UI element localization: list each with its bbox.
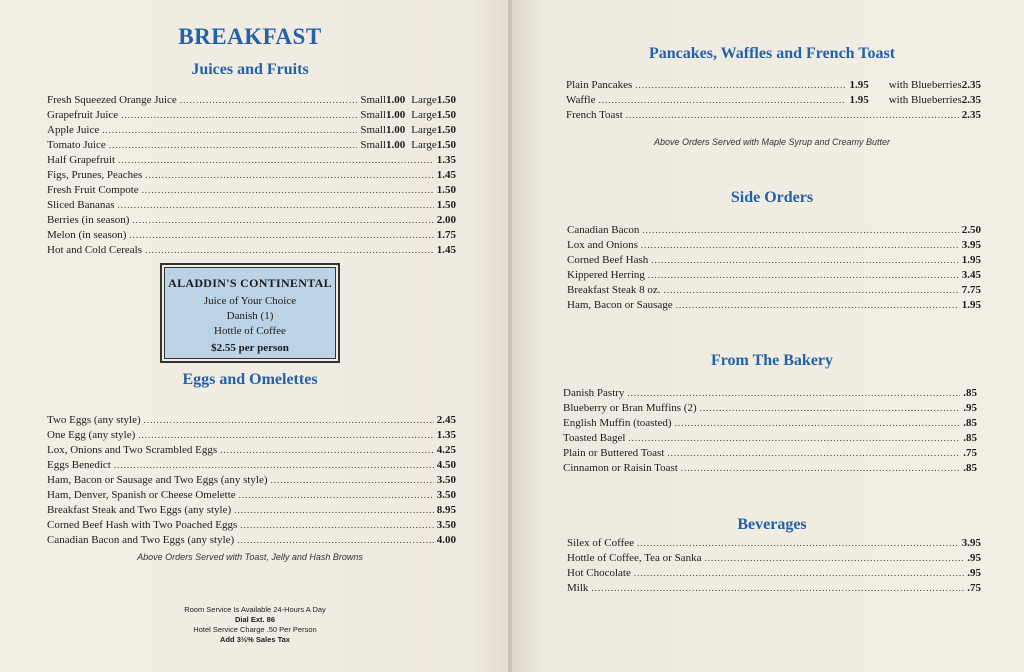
large-label: Large [411, 124, 437, 136]
list-item [567, 581, 981, 596]
item-price: 1.95 [849, 94, 869, 106]
large-price: 1.50 [436, 109, 456, 121]
small-label: Small [360, 124, 387, 136]
with-price: 2.35 [961, 79, 981, 91]
small-price: 1.00 [386, 94, 406, 106]
item-price: 2.50 [961, 224, 981, 236]
footer-line: Hotel Service Charge .50 Per Person [193, 625, 317, 634]
list-item [47, 198, 456, 213]
beverages-heading: Beverages [737, 516, 807, 533]
pancakes-heading: Pancakes, Waffles and French Toast [648, 45, 896, 62]
list-item [563, 401, 977, 416]
item-name: Ham, Bacon or Sausage and Two Eggs (any style) [47, 474, 268, 486]
small-price: 1.00 [386, 109, 406, 121]
juices-heading: Juices and Fruits [191, 61, 309, 78]
item-price: 1.95 [961, 299, 981, 311]
item-price: 3.50 [436, 489, 456, 501]
item-name: Berries (in season) [47, 214, 130, 226]
list-item [47, 488, 456, 503]
leader-dots [132, 213, 433, 228]
leader-dots [142, 183, 434, 198]
bakery-list [563, 386, 977, 476]
list-item [47, 518, 456, 533]
item-name: Corned Beef Hash [567, 254, 649, 266]
leader-dots [700, 401, 961, 416]
leader-dots [240, 518, 433, 533]
leader-dots [591, 581, 964, 596]
leader-dots [239, 488, 434, 503]
item-price: 2.35 [961, 109, 981, 121]
list-item [567, 253, 981, 268]
footer-line: Dial Ext. 86 [234, 615, 276, 624]
list-item [567, 566, 981, 581]
leader-dots [667, 446, 960, 461]
item-name: Milk [567, 582, 589, 594]
footer-line: Room Service Is Available 24-Hours A Day [184, 605, 326, 614]
with-label: with Blueberries [888, 79, 962, 91]
list-item [47, 213, 456, 228]
list-item [563, 461, 977, 476]
continental-special-panel [164, 267, 336, 359]
item-name: Waffle [566, 94, 596, 106]
leader-dots [109, 138, 358, 153]
list-item [47, 108, 456, 123]
item-price: .75 [967, 582, 981, 594]
leader-dots [180, 93, 358, 108]
leader-dots [628, 431, 960, 446]
item-name: Blueberry or Bran Muffins (2) [563, 402, 697, 414]
item-price: 1.35 [436, 429, 456, 441]
item-price: 3.95 [961, 239, 981, 251]
small-price: 1.00 [386, 124, 406, 136]
item-name: Ham, Bacon or Sausage [567, 299, 673, 311]
small-price: 1.00 [386, 139, 406, 151]
list-item [47, 503, 456, 518]
item-price: 1.95 [961, 254, 981, 266]
leader-dots [681, 461, 960, 476]
item-name: Kippered Herring [567, 269, 645, 281]
item-name: Lox and Onions [567, 239, 638, 251]
special-line: Hottle of Coffee [214, 325, 286, 337]
item-price: 8.95 [436, 504, 456, 516]
item-price: 1.45 [436, 244, 456, 256]
leader-dots [234, 503, 434, 518]
small-label: Small [360, 109, 387, 121]
juices-list [47, 93, 456, 258]
pancakes-note: Above Orders Served with Maple Syrup and Creamy Butter [653, 137, 891, 147]
item-price: 3.95 [961, 537, 981, 549]
list-item [563, 386, 977, 401]
list-item [563, 431, 977, 446]
small-label: Small [360, 139, 387, 151]
item-name: Figs, Prunes, Peaches [47, 169, 143, 181]
special-title: ALADDIN'S CONTINENTAL [168, 276, 332, 290]
item-name: Lox, Onions and Two Scrambled Eggs [47, 444, 218, 456]
with-price: 2.35 [961, 94, 981, 106]
item-name: French Toast [566, 109, 623, 121]
small-label: Small [360, 94, 387, 106]
list-item [47, 228, 456, 243]
item-price: 2.45 [436, 414, 456, 426]
leader-dots [676, 298, 959, 313]
list-item [47, 413, 456, 428]
item-price: 3.50 [436, 474, 456, 486]
leader-dots [704, 551, 964, 566]
item-name: Melon (in season) [47, 229, 127, 241]
item-name: One Egg (any style) [47, 429, 136, 441]
eggs-list [47, 413, 456, 548]
leader-dots [118, 198, 434, 213]
list-item [47, 138, 456, 153]
leader-dots [651, 253, 958, 268]
item-name: Hot and Cold Cereals [47, 244, 143, 256]
special-line: Juice of Your Choice [203, 295, 297, 307]
list-item [567, 551, 981, 566]
list-item [566, 108, 981, 123]
item-name: Canadian Bacon [567, 224, 640, 236]
item-name: Ham, Denver, Spanish or Cheese Omelette [47, 489, 236, 501]
continental-special-box [160, 263, 340, 363]
large-price: 1.50 [436, 94, 456, 106]
item-price: 1.95 [849, 79, 869, 91]
leader-dots [598, 93, 846, 108]
leader-dots [641, 238, 959, 253]
pancakes-list [566, 78, 981, 123]
item-name: Eggs Benedict [47, 459, 111, 471]
item-name: Hottle of Coffee, Tea or Sanka [567, 552, 702, 564]
list-item [47, 443, 456, 458]
special-line: Danish (1) [226, 310, 274, 322]
menu-spine [508, 0, 512, 672]
item-name: Breakfast Steak and Two Eggs (any style) [47, 504, 232, 516]
item-price: 4.25 [436, 444, 456, 456]
item-price: .75 [963, 447, 977, 459]
leader-dots [145, 168, 433, 183]
item-name: Plain or Buttered Toast [563, 447, 665, 459]
list-item [47, 123, 456, 138]
list-item [567, 223, 981, 238]
large-label: Large [411, 139, 437, 151]
beverages-list [567, 536, 981, 596]
item-name: Apple Juice [47, 124, 100, 136]
item-name: Sliced Bananas [47, 199, 115, 211]
side-orders-heading: Side Orders [730, 189, 814, 206]
leader-dots [145, 243, 434, 258]
item-price: .85 [963, 432, 977, 444]
item-price: 1.50 [436, 184, 456, 196]
item-price: .85 [963, 462, 977, 474]
list-item [567, 298, 981, 313]
item-price: 1.75 [436, 229, 456, 241]
breakfast-title: BREAKFAST [178, 24, 322, 49]
with-label: with Blueberries [888, 94, 962, 106]
list-item [47, 183, 456, 198]
item-name: Canadian Bacon and Two Eggs (any style) [47, 534, 235, 546]
list-item [47, 458, 456, 473]
eggs-heading: Eggs and Omelettes [182, 371, 318, 388]
item-name: Toasted Bagel [563, 432, 626, 444]
item-price: .85 [963, 387, 977, 399]
item-price: .95 [963, 402, 977, 414]
list-item [567, 536, 981, 551]
leader-dots [637, 536, 959, 551]
side-orders-list [567, 223, 981, 313]
item-name: Breakfast Steak 8 oz. [567, 284, 661, 296]
list-item [47, 93, 456, 108]
list-item [47, 243, 456, 258]
item-name: Fresh Squeezed Orange Juice [47, 94, 177, 106]
list-item [47, 533, 456, 548]
item-name: Cinnamon or Raisin Toast [563, 462, 678, 474]
leader-dots [648, 268, 959, 283]
item-name: Fresh Fruit Compote [47, 184, 139, 196]
list-item [567, 283, 981, 298]
leader-dots [220, 443, 434, 458]
item-name: Danish Pastry [563, 387, 625, 399]
item-name: Hot Chocolate [567, 567, 631, 579]
item-name: Tomato Juice [47, 139, 106, 151]
item-name: English Muffin (toasted) [563, 417, 672, 429]
leader-dots [271, 473, 434, 488]
leader-dots [121, 108, 357, 123]
item-name: Grapefruit Juice [47, 109, 119, 121]
large-price: 1.50 [436, 124, 456, 136]
leader-dots [627, 386, 960, 401]
list-item [566, 78, 981, 93]
large-price: 1.50 [436, 139, 456, 151]
leader-dots [144, 413, 434, 428]
item-price: 1.50 [436, 199, 456, 211]
leader-dots [663, 283, 958, 298]
leader-dots [102, 123, 357, 138]
leader-dots [642, 223, 958, 238]
list-item [47, 153, 456, 168]
item-name: Silex of Coffee [567, 537, 635, 549]
item-name: Half Grapefruit [47, 154, 116, 166]
list-item [47, 473, 456, 488]
leader-dots [118, 153, 434, 168]
item-price: 4.00 [436, 534, 456, 546]
item-price: 7.75 [961, 284, 981, 296]
item-name: Plain Pancakes [566, 79, 633, 91]
leader-dots [237, 533, 434, 548]
list-item [563, 416, 977, 431]
leader-dots [634, 566, 964, 581]
item-price: .95 [967, 567, 981, 579]
special-price: $2.55 per person [211, 342, 289, 354]
leader-dots [675, 416, 961, 431]
large-label: Large [411, 109, 437, 121]
item-price: 2.00 [436, 214, 456, 226]
list-item [567, 238, 981, 253]
large-label: Large [411, 94, 437, 106]
list-item [567, 268, 981, 283]
list-item [566, 93, 981, 108]
leader-dots [626, 108, 959, 123]
list-item [47, 168, 456, 183]
item-name: Two Eggs (any style) [47, 414, 141, 426]
eggs-note: Above Orders Served with Toast, Jelly and Hash Browns [137, 552, 363, 562]
item-price: .95 [967, 552, 981, 564]
room-service-footer [150, 605, 360, 645]
footer-line: Add 3½% Sales Tax [220, 635, 290, 644]
item-price: 3.45 [961, 269, 981, 281]
leader-dots [138, 428, 433, 443]
leader-dots [129, 228, 433, 243]
item-price: 3.50 [436, 519, 456, 531]
list-item [47, 428, 456, 443]
bakery-heading: From The Bakery [710, 352, 834, 369]
list-item [563, 446, 977, 461]
item-name: Corned Beef Hash with Two Poached Eggs [47, 519, 238, 531]
item-price: .85 [963, 417, 977, 429]
item-price: 1.45 [436, 169, 456, 181]
item-price: 1.35 [436, 154, 456, 166]
leader-dots [114, 458, 434, 473]
item-price: 4.50 [436, 459, 456, 471]
leader-dots [635, 78, 846, 93]
